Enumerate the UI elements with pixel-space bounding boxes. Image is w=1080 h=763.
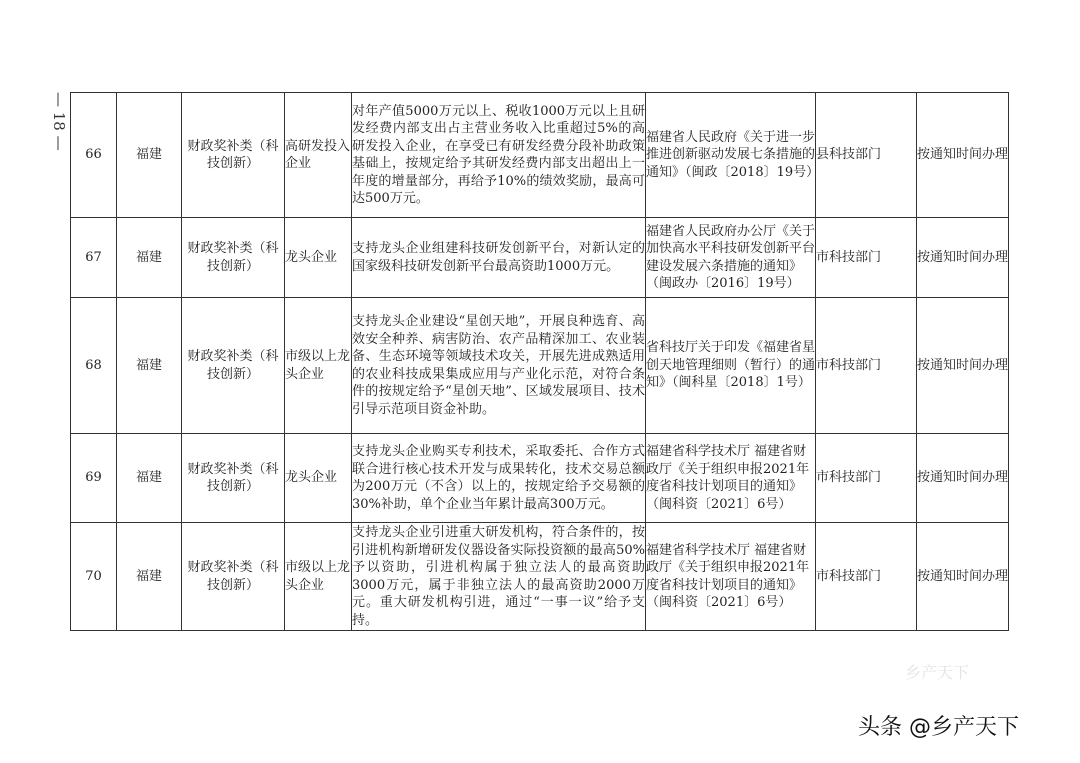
target-cell: 龙头企业 (285, 218, 352, 298)
policy-table (70, 92, 1009, 631)
policy-type-cell: 财政奖补类（科技创新） (182, 523, 285, 631)
basis-cell: 省科技厅关于印发《福建省星创天地管理细则（暂行）的通知》（闽科星〔2018〕1号） (646, 298, 816, 434)
department-cell: 市科技部门 (816, 523, 917, 631)
province-cell: 福建 (117, 218, 182, 298)
table-row (71, 298, 1009, 434)
row-number: 70 (71, 523, 117, 631)
policy-type-cell: 财政奖补类（科技创新） (182, 434, 285, 523)
time-cell: 按通知时间办理 (917, 434, 1009, 523)
watermark-text: 头条 @乡产天下 (858, 715, 1019, 740)
department-cell: 市科技部门 (816, 218, 917, 298)
row-number: 68 (71, 298, 117, 434)
time-cell: 按通知时间办理 (917, 298, 1009, 434)
target-cell: 市级以上龙头企业 (285, 523, 352, 631)
content-cell: 支持龙头企业组建科技研发创新平台，对新认定的国家级科技研发创新平台最高资助1000万元。 (352, 218, 646, 298)
province-cell: 福建 (117, 434, 182, 523)
province-cell: 福建 (117, 298, 182, 434)
row-number: 69 (71, 434, 117, 523)
table-row (71, 218, 1009, 298)
table-row (71, 434, 1009, 523)
basis-cell: 福建省科学技术厅 福建省财政厅《关于组织申报2021年度省科技计划项目的通知》（闽科资〔2021〕6号） (646, 523, 816, 631)
department-cell: 市科技部门 (816, 434, 917, 523)
time-cell: 按通知时间办理 (917, 93, 1009, 218)
content-cell: 支持龙头企业购买专利技术，采取委托、合作方式联合进行核心技术开发与成果转化，技术交易总额为200万元（不含）以上的，按规定给予交易额的30%补助，单个企业当年累计最高300万元。 (352, 434, 646, 523)
department-cell: 县科技部门 (816, 93, 917, 218)
page-number: — 18 — (50, 92, 68, 151)
department-cell: 市科技部门 (816, 298, 917, 434)
content-cell: 支持龙头企业引进重大研发机构，符合条件的，按引进机构新增研发仪器设备实际投资额的最高50%予以资助，引进机构属于独立法人的最高资助3000万元，属于非独立法人的最高资助2000万元。重大研发机构引进，通过“一事一议”给予支持。 (352, 523, 646, 631)
row-number: 66 (71, 93, 117, 218)
basis-cell: 福建省人民政府办公厅《关于加快高水平科技研发创新平台建设发展六条措施的通知》（闽政办〔2016〕19号） (646, 218, 816, 298)
province-cell: 福建 (117, 523, 182, 631)
content-cell: 支持龙头企业建设“星创天地”，开展良种选育、高效安全种养、病害防治、农产品精深加工、农业装备、生态环境等领域技术攻关，开展先进成熟适用的农业科技成果集成应用与产业化示范，对符合条件的按规定给予“星创天地”、区域发展项目、技术引导示范项目资金补助。 (352, 298, 646, 434)
table-row (71, 523, 1009, 631)
policy-type-cell: 财政奖补类（科技创新） (182, 93, 285, 218)
target-cell: 市级以上龙头企业 (285, 298, 352, 434)
policy-type-cell: 财政奖补类（科技创新） (182, 218, 285, 298)
row-number: 67 (71, 218, 117, 298)
time-cell: 按通知时间办理 (917, 523, 1009, 631)
content-cell: 对年产值5000万元以上、税收1000万元以上且研发经费内部支出占主营业务收入比重超过5%的高研发投入企业，在享受已有研发经费分段补助政策基础上，按规定给予其研发经费内部支出超出上一年度的增量部分，再给予10%的绩效奖励，最高可达500万元。 (352, 93, 646, 218)
faint-watermark: 乡产天下 (905, 663, 970, 682)
policy-type-cell: 财政奖补类（科技创新） (182, 298, 285, 434)
province-cell: 福建 (117, 93, 182, 218)
time-cell: 按通知时间办理 (917, 218, 1009, 298)
basis-cell: 福建省科学技术厅 福建省财政厅《关于组织申报2021年度省科技计划项目的通知》（闽科资〔2021〕6号） (646, 434, 816, 523)
table-row (71, 93, 1009, 218)
basis-cell: 福建省人民政府《关于进一步推进创新驱动发展七条措施的通知》（闽政〔2018〕19号） (646, 93, 816, 218)
target-cell: 龙头企业 (285, 434, 352, 523)
target-cell: 高研发投入企业 (285, 93, 352, 218)
